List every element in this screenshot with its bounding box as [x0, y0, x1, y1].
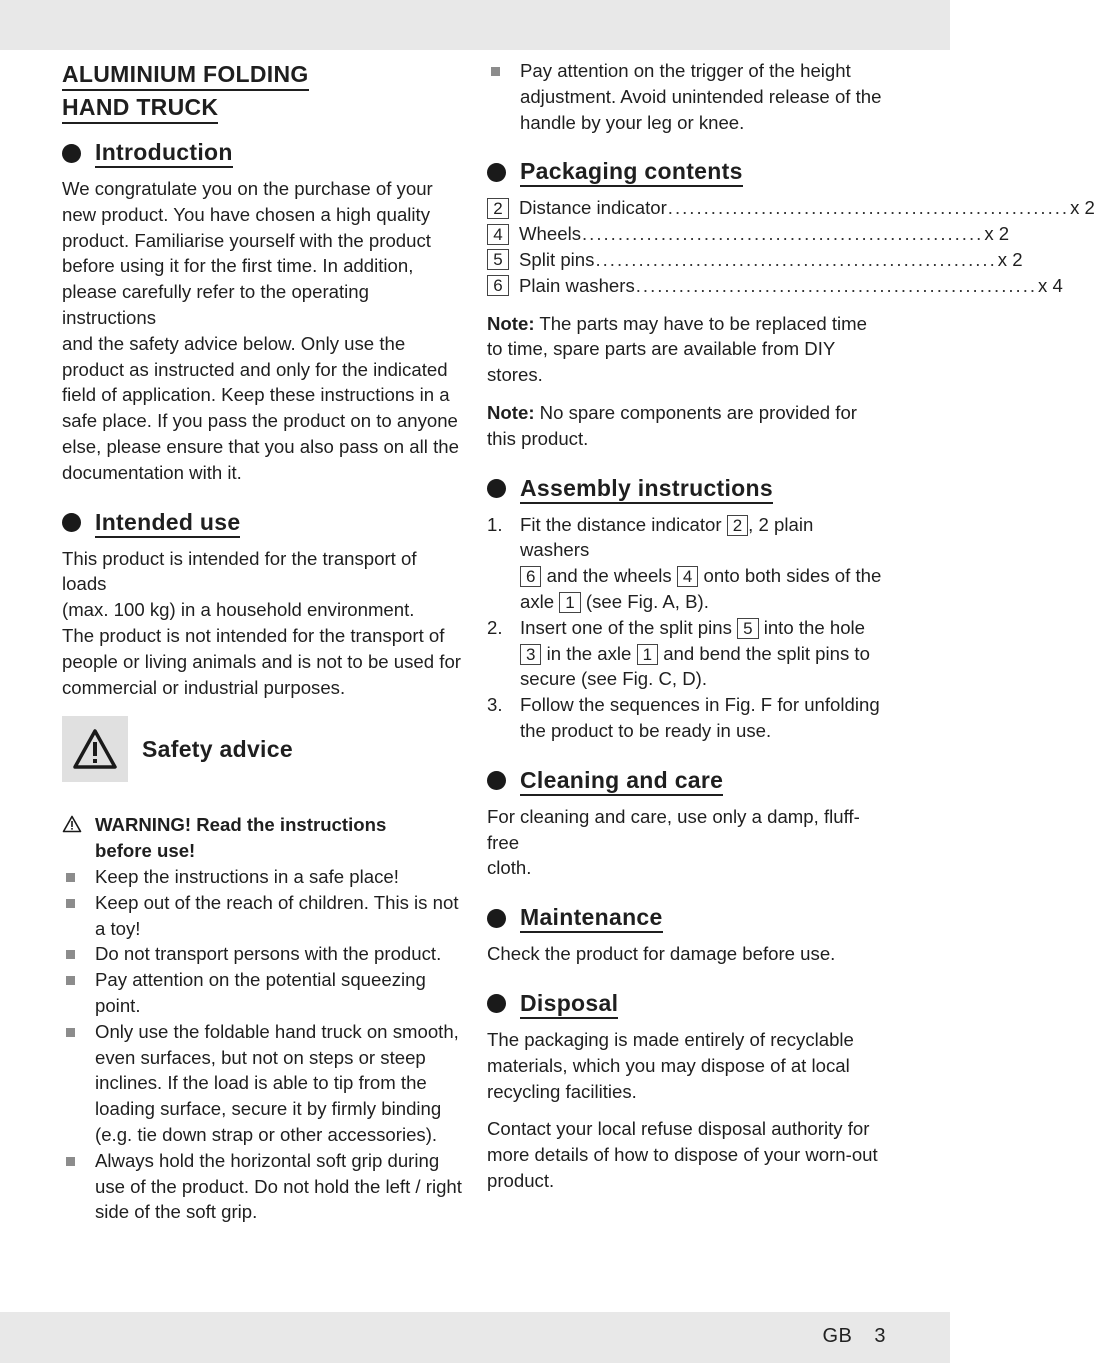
cleaning-heading: [487, 766, 887, 796]
part-ref: 1: [637, 644, 658, 665]
text-line: field of application. Keep these instructions in a: [62, 384, 450, 406]
packaging-list: [487, 195, 1095, 298]
text-line: people or living animals and is not to be used for: [62, 650, 461, 672]
disposal-text-1: [487, 1027, 887, 1104]
part-ref: 3: [520, 644, 541, 665]
list-item: Pay attention on the trigger of the height adjustment. Avoid unintended release of the handle by your leg or knee.: [487, 58, 887, 135]
note-spare-parts: Note: The parts may have to be replaced time to time, spare parts are available from DIY stores.: [487, 312, 867, 386]
assembly-heading: [487, 474, 887, 504]
disposal-text-2: [487, 1116, 887, 1193]
leader-dots: ........................................................: [595, 248, 997, 270]
part-quantity: x 4: [1038, 274, 1063, 296]
maintenance-title: Maintenance: [520, 903, 663, 933]
text-line: product as instructed and only for the indicated: [62, 358, 448, 380]
text-line: before using it for the first time. In addition,: [62, 255, 414, 277]
text-line: recycling facilities.: [487, 1080, 637, 1102]
warning-line-1: WARNING! Read the instructions: [95, 814, 387, 836]
assembly-title: Assembly instructions: [520, 474, 773, 504]
text-line: new product. You have chosen a high quality: [62, 203, 431, 225]
assembly-step: 3. Follow the sequences in Fig. F for unfolding the product to be ready in use.: [487, 694, 880, 741]
text-line: The packaging is made entirely of recyclable: [487, 1028, 854, 1050]
part-name: Wheels: [519, 223, 582, 245]
leader-dots: ........................................................: [635, 274, 1038, 296]
list-item: Always hold the horizontal soft grip during use of the product. Do not hold the left / right side of the soft grip.: [62, 1148, 462, 1225]
intended-use-heading: [62, 508, 462, 538]
assembly-steps: [487, 512, 887, 744]
bottom-band: [0, 1312, 950, 1363]
cleaning-title: Cleaning and care: [520, 766, 723, 796]
safety-list-continued: [487, 58, 887, 135]
bullet-dot-icon: [62, 513, 81, 532]
part-quantity: x 2: [997, 248, 1023, 270]
page-footer: [822, 1325, 886, 1348]
note-label: Note:: [487, 312, 535, 334]
packaging-item: [487, 195, 1095, 221]
list-item: Only use the foldable hand truck on smooth, even surfaces, but not on steps or steep inclines. If the load is able to tip from the loading surface, secure it by firmly binding (e.g. tie down strap or other accessories).: [62, 1019, 462, 1148]
left-column: [62, 58, 462, 1225]
intended-use-text: [62, 546, 462, 701]
bullet-dot-icon: [487, 479, 506, 498]
bullet-dot-icon: [487, 994, 506, 1013]
bullet-dot-icon: [62, 144, 81, 163]
document-title: [62, 58, 462, 124]
text-line: For cleaning and care, use only a damp, fluff-free: [487, 805, 860, 853]
language-code: GB: [822, 1325, 853, 1347]
top-band: [0, 0, 950, 50]
intended-use-title: Intended use: [95, 508, 240, 538]
page-number: 3: [874, 1325, 886, 1347]
part-name: Plain washers: [519, 274, 635, 296]
text-line: safe place. If you pass the product on to anyone: [62, 410, 458, 432]
part-ref: 6: [520, 566, 541, 587]
small-warning-icon: [62, 812, 95, 864]
warning-statement: [62, 812, 462, 864]
list-item: Keep the instructions in a safe place!: [62, 864, 462, 890]
text-line: product.: [487, 1169, 555, 1191]
packaging-heading: [487, 157, 887, 187]
introduction-heading: [62, 138, 462, 168]
text-line: This product is intended for the transport of loads: [62, 547, 417, 595]
list-item: Keep out of the reach of children. This is not a toy!: [62, 890, 462, 942]
disposal-heading: [487, 989, 887, 1019]
list-item: Pay attention on the potential squeezing point.: [62, 967, 462, 1019]
part-ref: 2: [727, 515, 748, 536]
part-number: 4: [487, 224, 509, 245]
disposal-title: Disposal: [520, 989, 618, 1019]
part-name: Distance indicator: [519, 197, 667, 219]
part-quantity: x 2: [984, 223, 1010, 245]
packaging-item: [487, 247, 1023, 273]
right-column: [487, 58, 1095, 1194]
safety-advice-title: Safety advice: [142, 735, 293, 762]
part-quantity: x 2: [1070, 197, 1095, 219]
note-no-spares: Note: No spare components are provided for this product.: [487, 401, 857, 449]
text-line: (max. 100 kg) in a household environment.: [62, 599, 415, 621]
text-line: materials, which you may dispose of at local: [487, 1054, 850, 1076]
text-line: else, please ensure that you also pass on all the: [62, 435, 459, 457]
text-line: The product is not intended for the transport of: [62, 624, 445, 646]
note-label: Note:: [487, 401, 535, 423]
text-line: product. Familiarise yourself with the product: [62, 229, 431, 251]
bullet-dot-icon: [487, 163, 506, 182]
part-ref: 5: [737, 618, 758, 639]
safety-list: [62, 864, 462, 1225]
safety-advice-heading: [62, 716, 462, 782]
cleaning-text: [487, 804, 887, 881]
bullet-dot-icon: [487, 771, 506, 790]
text-line: documentation with it.: [62, 461, 242, 483]
text-line: cloth.: [487, 857, 532, 879]
leader-dots: ........................................................: [582, 223, 984, 245]
introduction-text: [62, 176, 462, 486]
part-number: 6: [487, 275, 509, 296]
text-line: Contact your local refuse disposal authority for: [487, 1118, 870, 1140]
packaging-item: [487, 273, 1063, 299]
warning-line-2: before use!: [95, 840, 196, 862]
text-line: please carefully refer to the operating instructions: [62, 281, 369, 328]
part-number: 2: [487, 198, 509, 219]
title-line-2: HAND TRUCK: [62, 92, 218, 124]
part-ref: 4: [677, 566, 698, 587]
title-line-1: ALUMINIUM FOLDING: [62, 59, 309, 91]
assembly-step: 2. Insert one of the split pins 5 into the hole 3 in the axle 1 and bend the split pins to secure (see Fig. C, D).: [487, 616, 870, 690]
maintenance-heading: [487, 903, 887, 933]
text-line: commercial or industrial purposes.: [62, 676, 346, 698]
text-line: more details of how to dispose of your worn-out: [487, 1144, 878, 1166]
packaging-title: Packaging contents: [520, 157, 743, 187]
introduction-title: Introduction: [95, 138, 233, 168]
part-number: 5: [487, 249, 509, 270]
leader-dots: ........................................................: [667, 197, 1070, 219]
text-line: and the safety advice below. Only use the: [62, 332, 406, 354]
part-ref: 1: [559, 592, 580, 613]
packaging-item: [487, 221, 1010, 247]
warning-triangle-icon: [62, 716, 128, 782]
part-name: Split pins: [519, 248, 595, 270]
text-line: Check the product for damage before use.: [487, 943, 836, 965]
list-item: Do not transport persons with the product.: [62, 941, 462, 967]
assembly-step: 1. Fit the distance indicator 2 , 2 plain washers 6 and the wheels 4 onto both sides of the axle 1 (see Fig. A, B).: [487, 513, 882, 612]
bullet-dot-icon: [487, 909, 506, 928]
text-line: We congratulate you on the purchase of your: [62, 178, 433, 199]
maintenance-text: [487, 941, 887, 967]
